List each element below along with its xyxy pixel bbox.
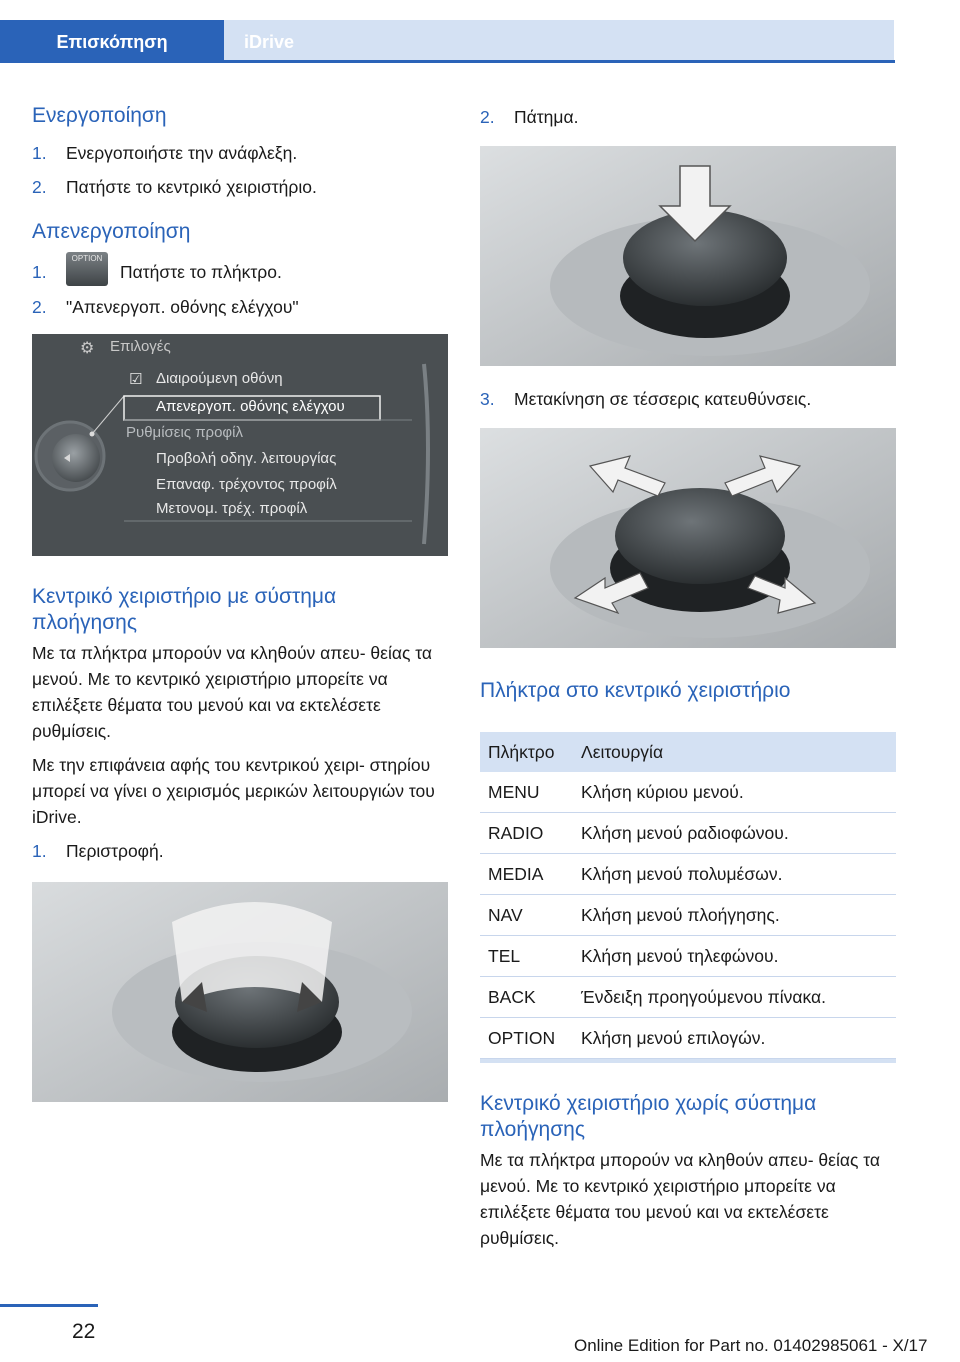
table-row: RADIO Κλήση μενού ραδιοφώνου. — [480, 813, 896, 854]
table-header-row — [480, 732, 896, 772]
activate-heading: Ενεργοποίηση — [32, 104, 167, 127]
list-item: 1. OPTION Πατήστε το πλήκτρο. — [32, 258, 448, 286]
no-nav-paragraph: Με τα πλήκτρα μπορούν να κληθούν απευ‐ θείας τα μενού. Με το κεντρικό χειριστήριο μπορείτε να επιλέξετε θέματα του μενού και να εκτελέσετε ρυθμίσεις. — [480, 1150, 881, 1248]
table-row: TEL Κλήση μενού τηλεφώνου. — [480, 936, 896, 977]
screen-menu-item: Μετονομ. τρέχ. προφίλ — [156, 500, 308, 517]
screen-menu-item-selected: Απενεργοπ. οθόνης ελέγχου — [156, 398, 345, 415]
control-display-image — [32, 334, 448, 556]
list-item: 2. "Απενεργοπ. οθόνης ελέγχου" — [32, 297, 299, 317]
keys-heading: Πλήκτρα στο κεντρικό χειριστήριο — [480, 679, 791, 702]
rotate-controller-image — [32, 882, 448, 1102]
tab-idrive[interactable]: iDrive — [224, 20, 894, 60]
table-row: OPTION Κλήση μενού επιλογών. — [480, 1018, 896, 1059]
screen-menu-section: Ρυθμίσεις προφίλ — [126, 424, 243, 441]
keys-table — [480, 732, 896, 1059]
screen-menu-item: Προβολή οδηγ. λειτουργίας — [156, 450, 337, 467]
no-nav-controller-heading: Κεντρικό χειριστήριο χωρίς σύστημα πλοήγησης — [480, 1092, 817, 1141]
screen-title: Επιλογές — [110, 338, 171, 355]
table-bottom-rule — [480, 1059, 896, 1063]
deactivate-heading: Απενεργοποίηση — [32, 220, 191, 243]
header-divider — [0, 60, 895, 63]
rotate-illustration — [32, 882, 448, 1102]
check-icon: ☑ — [129, 371, 143, 388]
list-item: 1. Περιστροφή. — [32, 841, 164, 861]
nav-controller-heading: Κεντρικό χειριστήριο με σύστημα πλοήγησης — [32, 585, 337, 634]
page-number: 22 — [72, 1320, 96, 1343]
nav-paragraph-2: Με την επιφάνεια αφής του κεντρικού χειρι‐ στηρίου μπορεί να γίνει ο χειρισμός μερικών λειτουργιών του iDrive. — [32, 755, 435, 827]
list-item: 3. Μετακίνηση σε τέσσερις κατευθύνσεις. — [480, 389, 812, 409]
right-column — [480, 96, 896, 1251]
tilt-controller-image — [480, 428, 896, 648]
screen-menu-item: Επαναφ. τρέχοντος προφίλ — [156, 476, 337, 493]
left-column — [32, 96, 448, 1102]
table-header-cell: Λειτουργία — [573, 732, 896, 772]
tab-overview[interactable]: Επισκόπηση — [0, 20, 224, 60]
list-item: 2. Πάτημα. — [480, 107, 579, 127]
list-item: 2. Πατήστε το κεντρικό χειριστήριο. — [32, 177, 317, 197]
screen-menu-item: Διαιρούμενη οθόνη — [156, 370, 283, 387]
header-tabs — [0, 20, 894, 60]
tilt-illustration — [480, 428, 896, 648]
footer-rule — [0, 1304, 98, 1307]
gear-icon: ⚙ — [80, 340, 95, 357]
table-row: NAV Κλήση μενού πλοήγησης. — [480, 895, 896, 936]
press-illustration — [480, 146, 896, 366]
table-row: MENU Κλήση κύριου μενού. — [480, 772, 896, 813]
controller-graphic — [32, 334, 448, 556]
table-header-cell: Πλήκτρο — [480, 732, 573, 772]
press-controller-image — [480, 146, 896, 366]
edition-note: Online Edition for Part no. 01402985061 - X/17 — [574, 1336, 928, 1355]
option-key-icon: OPTION — [66, 252, 108, 286]
list-item: 1. Ενεργοποιήστε την ανάφλεξη. — [32, 143, 298, 163]
table-row: BACK Ένδειξη προηγούμενου πίνακα. — [480, 977, 896, 1018]
table-row: MEDIA Κλήση μενού πολυμέσων. — [480, 854, 896, 895]
nav-paragraph-1: Με τα πλήκτρα μπορούν να κληθούν απευ‐ θείας τα μενού. Με το κεντρικό χειριστήριο μπορείτε να επιλέξετε θέματα του μενού και να εκτελέσετε ρυθμίσεις. — [32, 643, 433, 741]
